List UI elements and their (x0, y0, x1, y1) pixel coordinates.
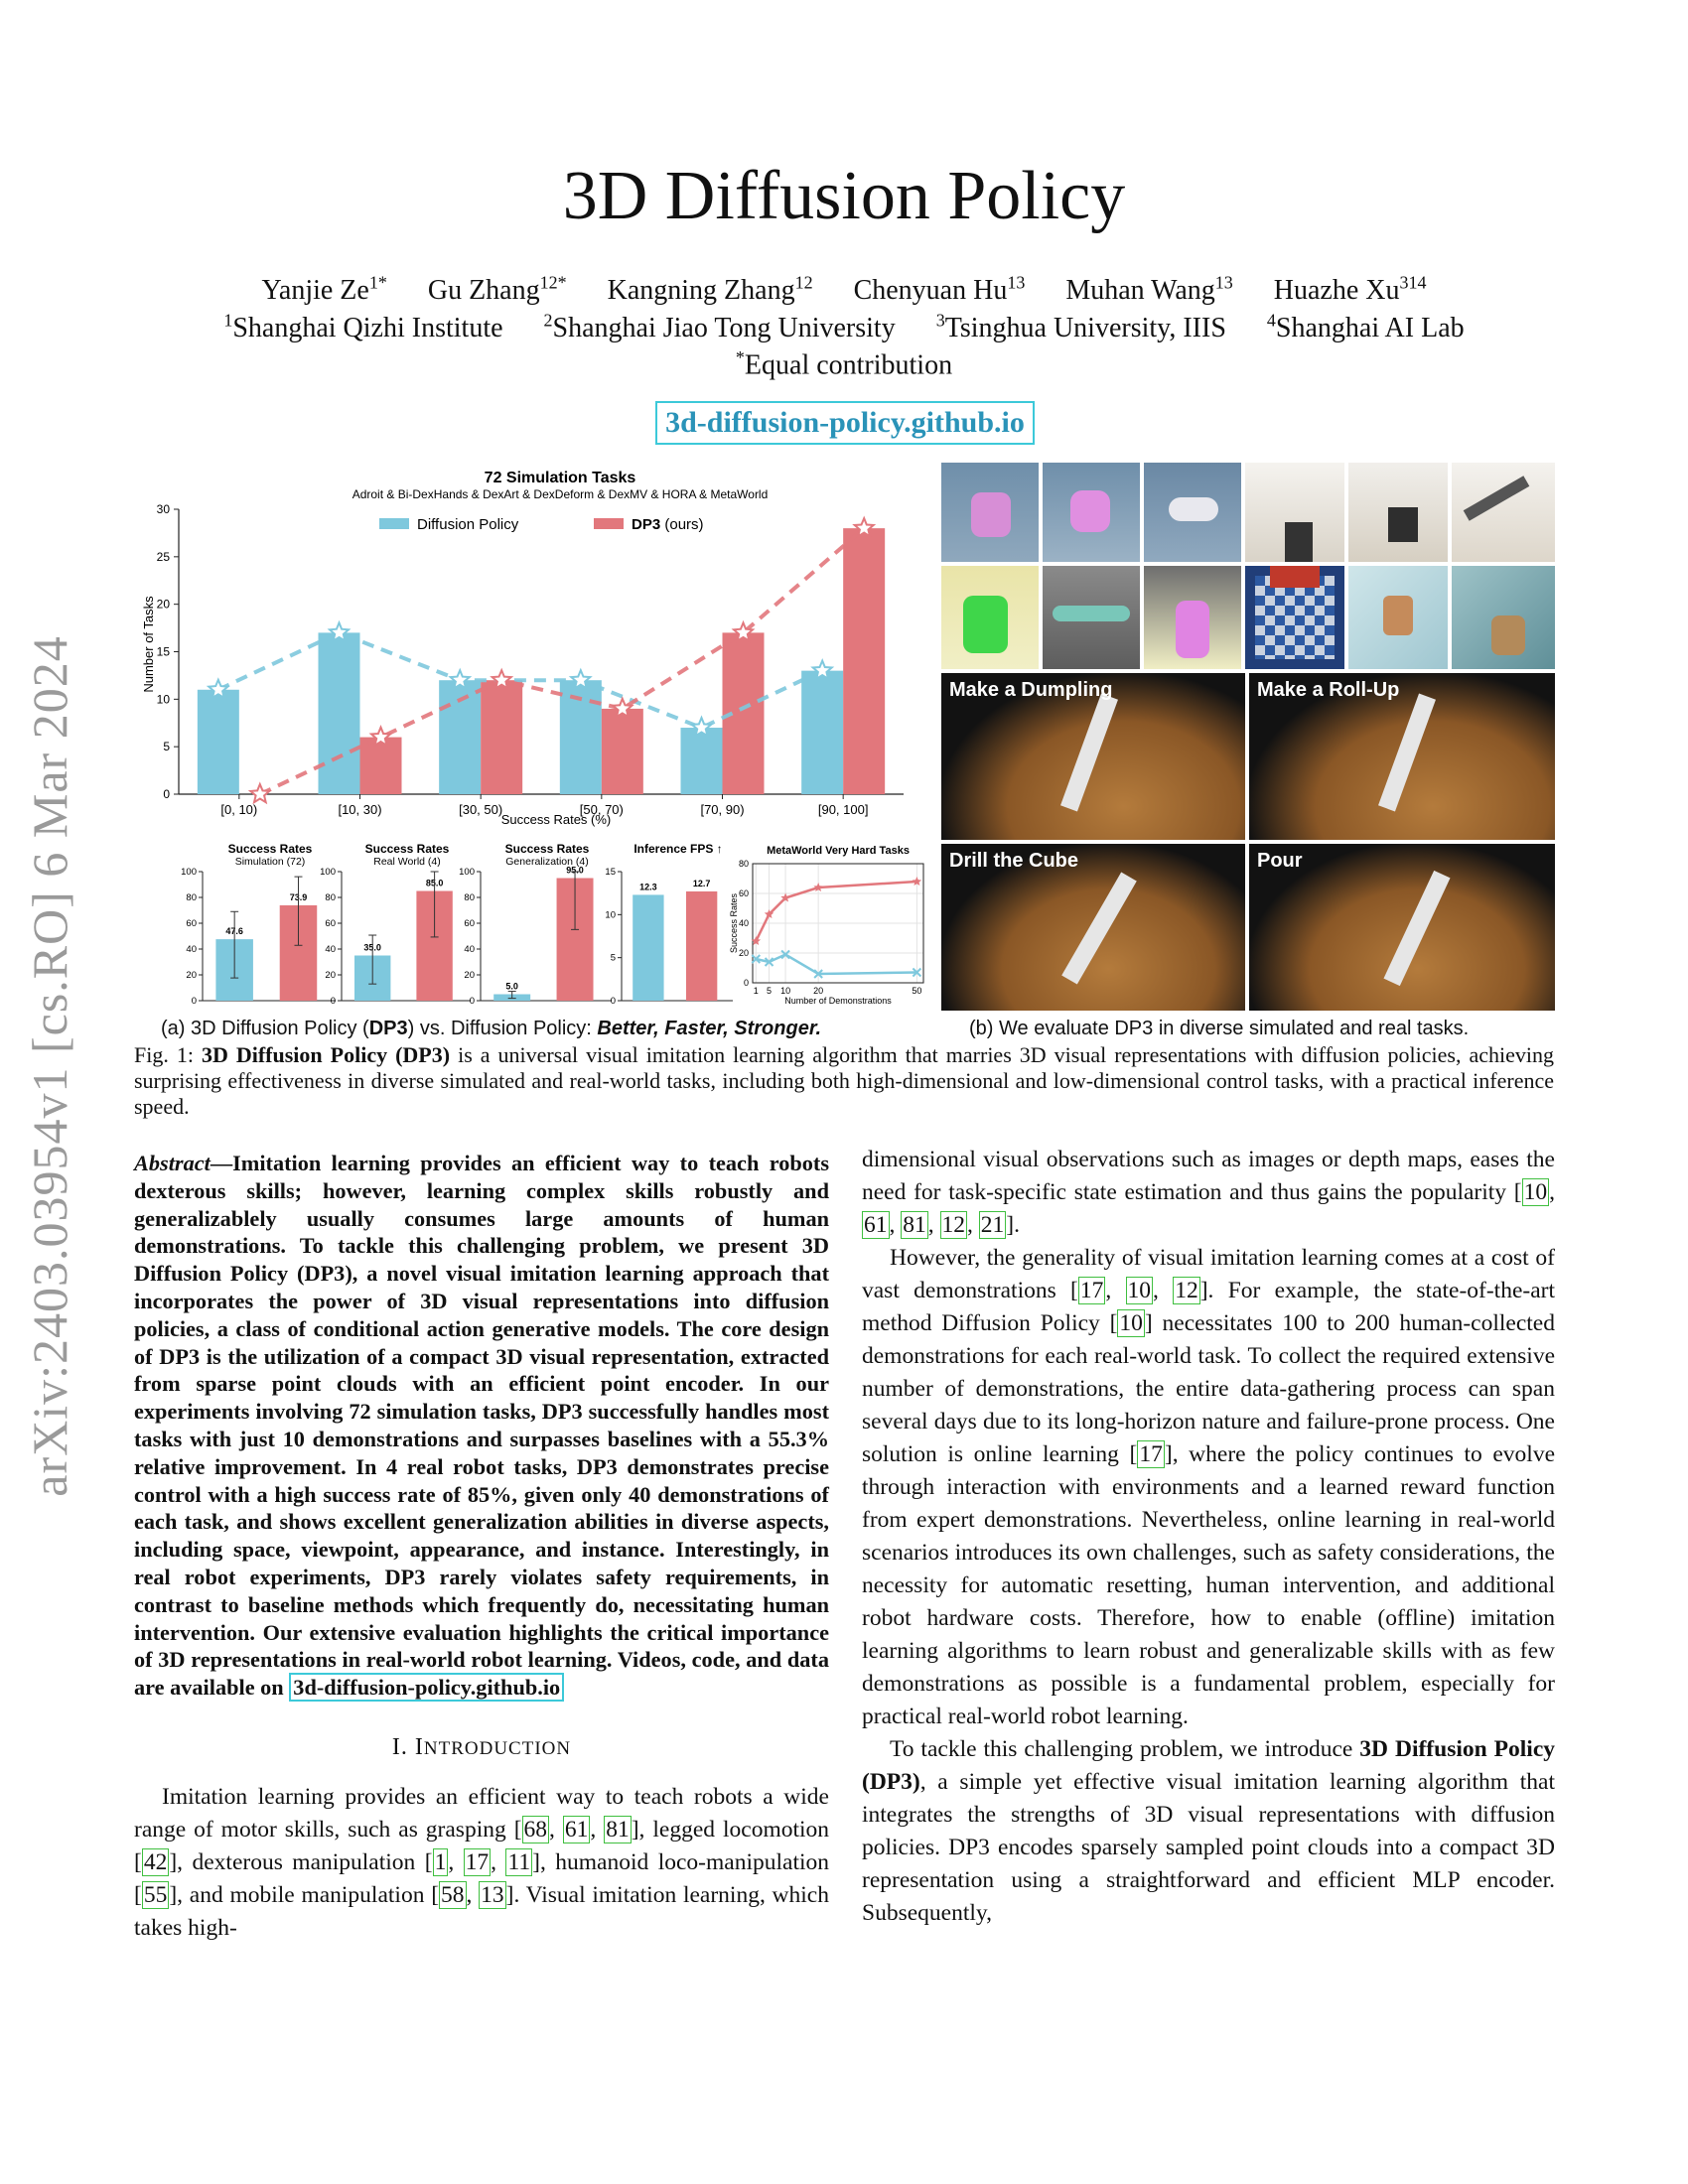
small-bar-chart (605, 844, 733, 1007)
citation-link[interactable]: 17 (465, 1848, 490, 1875)
small-chart-subtitle: Simulation (72) (234, 856, 306, 868)
affiliation: $^2$Shanghai Jiao Tong University (543, 311, 896, 344)
y-tick-label: 25 (156, 549, 170, 564)
x-tick-label: [70, 90) (700, 802, 745, 817)
bar-value-label: 47.6 (225, 926, 243, 937)
equal-contribution-note: *Equal contribution (735, 347, 953, 381)
x-tick-label: [50, 70) (579, 802, 624, 817)
chart-subtitle: Adroit & Bi-DexHands & DexArt & DexDeform & DexMV & HORA & MetaWorld (352, 487, 769, 501)
x-tick-label: [0, 10) (220, 802, 258, 817)
small-bar-chart (181, 844, 336, 1007)
abstract: Abstract—Imitation learning provides an efficient way to teach robots dexterous skills; however, learning complex skills robustly and generalizablely usually consumes large amounts of human demonstrations. To tackle this challenging problem, we present 3D Diffusion Policy (DP3), a novel visual imitation learning approach that incorporates the power of 3D visual representations into diffusion policies, a class of conditional action generative models. The core design of DP3 is the utilization of a compact 3D visual representation, extracted from sparse point clouds with an efficient point encoder. In our experiments involving 72 simulation tasks, DP3 successfully handles most tasks with just 10 demonstrations and surpasses baselines with a 55.3% relative improvement. In 4 real robot tasks, DP3 demonstrates precise control with a high success rate of 85%, given only 40 demonstrations of each task, and shows excellent generalization abilities in diverse aspects, including space, viewpoint, appearance, and instance. Interestingly, in real robot experiments, DP3 rarely violates safety requirements, in contrast to baseline methods which frequently do, necessitating human intervention. Our extensive evaluation highlights the critical importance of 3D representations in real-world robot learning. Videos, code, and data are available on 3d-diffusion-policy.github.io (134, 1151, 829, 1701)
sim-task-image (1245, 566, 1344, 669)
y-tick-label: 0 (330, 996, 336, 1007)
bar-value-label: 12.3 (639, 882, 657, 892)
citation-link[interactable]: 61 (864, 1212, 888, 1238)
intro-paragraph: Imitation learning provides an efficient way to teach robots a wide range of motor skills, such as grasping [68, 61, 81], legged locomotion [42], dexterous manipulation [1, 17, 11], humanoid loco-manipulation [55], and mobile manipulation [58, 13]. Visual imitation learning, which takes high- (134, 1783, 830, 1941)
y-tick-label: 5 (610, 952, 616, 964)
abstract-link[interactable]: 3d-diffusion-policy.github.io (289, 1673, 564, 1702)
y-tick-label: 5 (163, 740, 170, 754)
y-tick-label: 20 (738, 948, 749, 958)
small-chart-title: Success Rates (504, 844, 590, 856)
x-tick-label: 1 (753, 986, 759, 996)
small-chart-title: Success Rates (364, 844, 450, 856)
citation-link[interactable]: 1 (434, 1848, 447, 1875)
bar-value-label: 5.0 (505, 981, 518, 992)
figure-caption: Fig. 1: 3D Diffusion Policy (DP3) is a universal visual imitation learning algorithm that marries 3D visual representations with diffusion policies, achieving surprising effectiveness in diverse simulated and real-world tasks, including both high-dimensional and low-dimensional control tasks, with a practical inference speed. (134, 1042, 1554, 1119)
y-tick-label: 10 (156, 692, 170, 707)
author: Muhan Wang$^{13}$ (1065, 273, 1233, 307)
series-line-dp3 (756, 882, 916, 941)
real-task-image (1249, 673, 1555, 840)
x-axis-label: Number of Demonstrations (784, 996, 892, 1006)
project-link[interactable]: 3d-diffusion-policy.github.io (655, 401, 1035, 445)
body-paragraph: To tackle this challenging problem, we introduce 3D Diffusion Policy (DP3), a simple yet effective visual imitation learning algorithm that integrates the strengths of 3D visual representations with diffusion policies. DP3 encodes sparsely sampled point clouds into a compact 3D representation using a straightforward and efficient MLP encoder. Subsequently, (862, 1736, 1556, 1926)
affiliation: $^4$Shanghai AI Lab (1266, 311, 1465, 344)
sim-task-image (941, 463, 1039, 562)
y-tick-label: 30 (156, 502, 170, 516)
citation-link[interactable]: 10 (1523, 1179, 1548, 1205)
main-bar-chart (139, 465, 914, 852)
paper-title: 3D Diffusion Policy (562, 158, 1126, 234)
author: Kangning Zhang$^{12}$ (607, 273, 813, 307)
citation-link[interactable]: 13 (481, 1881, 504, 1908)
bar-value-label: 12.7 (692, 878, 711, 888)
body-paragraph: However, the generality of visual imitation learning comes at a cost of vast demonstrations [17, 10, 12]. For example, the state-of-the-art method Diffusion Policy [10] necessitates 100 to 200 human-collected demonstrations for each real-world task. To collect the required extensive number of demonstrations, the entire data-gathering process can span several days due to its long-horizon nature and failure-prone process. One solution is online learning [17], where the policy continues to evolve through interaction with environments and a learned reward function from expert demonstrations. Nevertheless, online learning in real-world scenarios introduces its own challenges, such as safety considerations, the necessity for automatic resetting, human intervention, and additional robot hardware costs. Therefore, how to enable (offline) imitation learning algorithms to learn robust and generalizable skills with as few demonstrations as possible is a fundamental problem, especially for practical real-world robot learning. (862, 1245, 1556, 1729)
sim-task-image (1452, 463, 1555, 562)
right-column (862, 1144, 1555, 1930)
y-tick-label: 80 (186, 892, 197, 903)
series-line-diffusion-policy (756, 955, 916, 975)
bar-dp3 (481, 680, 522, 794)
bar-dp3 (602, 709, 643, 794)
legend-swatch-dp3 (594, 518, 624, 529)
y-tick-label: 0 (610, 996, 616, 1007)
bar-value-label: 73.9 (289, 891, 308, 902)
chart-title: 72 Simulation Tasks (484, 470, 636, 486)
y-tick-label: 100 (459, 867, 475, 878)
y-tick-label: 0 (469, 996, 475, 1007)
legend-label-dp3: DP3 (ours) (632, 516, 704, 533)
bar-diffusion-policy (633, 894, 663, 1001)
y-tick-label: 20 (186, 970, 197, 981)
bar-diffusion-policy (801, 671, 843, 794)
citation-link[interactable]: 11 (507, 1848, 531, 1875)
author: Huazhe Xu$^{314}$ (1273, 273, 1427, 307)
task-label: Drill the Cube (949, 850, 1079, 872)
citation-link[interactable]: 55 (143, 1881, 168, 1908)
x-axis-label: Success Rates (%) (500, 812, 612, 827)
arxiv-side-stamp: arXiv:2403.03954v1 [cs.RO] 6 Mar 2024 (22, 635, 77, 1497)
author-list (0, 273, 1688, 307)
bar-diffusion-policy (439, 680, 481, 794)
citation-link[interactable]: 10 (1119, 1310, 1143, 1336)
subcaption-b: (b) We evaluate DP3 in diverse simulated and real tasks. (969, 1018, 1470, 1039)
real-task-image (941, 673, 1245, 840)
star-marker (250, 784, 269, 802)
y-tick-label: 40 (325, 944, 336, 955)
task-label: Pour (1257, 850, 1303, 872)
x-tick-label: [30, 50) (459, 802, 503, 817)
body-paragraph: dimensional visual observations such as images or depth maps, eases the need for task-specific state estimation and thus gains the popularity [10, 61, 81, 12, 21]. (862, 1147, 1555, 1238)
y-tick-label: 60 (738, 888, 749, 898)
bar-value-label: 35.0 (363, 942, 381, 953)
sim-task-image (1452, 566, 1555, 669)
bar-value-label: 85.0 (425, 878, 444, 888)
small-chart-subtitle: Generalization (4) (505, 856, 589, 868)
bar-diffusion-policy (319, 632, 360, 794)
x-tick-label: 5 (767, 986, 773, 996)
small-bar-chart (320, 844, 471, 1007)
sim-task-image (1245, 463, 1344, 562)
y-tick-label: 80 (325, 892, 336, 903)
x-tick-label: 10 (780, 986, 791, 996)
bar-dp3 (843, 528, 885, 794)
bar-value-label: 95.0 (566, 865, 584, 876)
y-tick-label: 10 (605, 909, 616, 921)
sim-task-image (941, 566, 1039, 669)
task-image-grid (941, 463, 1555, 1011)
citation-link[interactable]: 61 (564, 1816, 589, 1843)
affiliation-list (0, 311, 1688, 344)
task-label: Make a Roll-Up (1257, 679, 1400, 701)
x-tick-label: 20 (813, 986, 824, 996)
y-tick-label: 40 (186, 944, 197, 955)
citation-link[interactable]: 58 (441, 1881, 465, 1908)
y-tick-label: 60 (325, 918, 336, 929)
chart-legend (379, 516, 704, 533)
small-chart-title: Inference FPS ↑ (633, 844, 723, 856)
small-chart-subtitle: Real World (4) (373, 856, 441, 868)
x-tick-label: [10, 30) (338, 802, 382, 817)
line-chart (729, 845, 923, 1006)
citation-link[interactable]: 21 (980, 1212, 1005, 1238)
legend-label-diffusion-policy: Diffusion Policy (417, 516, 519, 533)
citation-link[interactable]: 42 (143, 1848, 168, 1875)
bar-dp3 (686, 891, 717, 1001)
y-tick-label: 100 (320, 867, 336, 878)
citation-link[interactable]: 17 (1079, 1278, 1104, 1303)
sim-task-image (1144, 566, 1241, 669)
author: Yanjie $Ze^{1*}$ (261, 273, 387, 307)
y-tick-label: 0 (743, 978, 749, 988)
citation-link[interactable]: 17 (1139, 1441, 1163, 1467)
y-tick-label: 15 (156, 644, 170, 659)
small-charts-row (139, 844, 933, 1013)
citation-link[interactable]: 68 (523, 1816, 548, 1843)
y-tick-label: 60 (186, 918, 197, 929)
y-axis-label: Number of Tasks (141, 596, 156, 693)
y-tick-label: 80 (738, 859, 749, 869)
sim-task-image (1043, 463, 1140, 562)
y-axis-label: Success Rates (729, 892, 739, 954)
y-tick-label: 60 (464, 918, 475, 929)
task-label: Make a Dumpling (949, 679, 1113, 701)
line-chart-title: MetaWorld Very Hard Tasks (767, 845, 910, 857)
real-task-image (1249, 844, 1555, 1011)
y-tick-label: 15 (605, 867, 616, 878)
author: Chenyuan Hu$^{13}$ (853, 273, 1026, 307)
bar-diffusion-policy (198, 690, 239, 794)
y-tick-label: 0 (191, 996, 197, 1007)
affiliation: $^3$Tsinghua University, IIIS (935, 311, 1226, 344)
subcaption-a: (a) 3D Diffusion Policy (DP3) vs. Diffusion Policy: Better, Faster, Stronger. (161, 1018, 822, 1039)
y-tick-label: 100 (181, 867, 197, 878)
left-column (134, 1150, 829, 1945)
small-bar-chart (459, 844, 612, 1007)
y-tick-label: 0 (163, 787, 170, 801)
legend-swatch-diffusion-policy (379, 518, 409, 529)
sim-task-image (1348, 463, 1448, 562)
citation-link[interactable]: 81 (606, 1816, 630, 1843)
small-chart-title: Success Rates (227, 844, 313, 856)
y-tick-label: 40 (464, 944, 475, 955)
real-task-image (941, 844, 1245, 1011)
affiliation: $^1$Shanghai Qizhi Institute (223, 311, 503, 344)
author: Gu Zhang$^{12*}$ (427, 273, 567, 307)
bar-diffusion-policy (681, 728, 723, 794)
x-tick-label: [90, 100] (817, 802, 869, 817)
citation-link[interactable]: 12 (941, 1212, 965, 1238)
y-tick-label: 40 (738, 918, 749, 928)
sim-task-image (1043, 566, 1140, 669)
citation-link[interactable]: 81 (903, 1212, 926, 1238)
y-tick-label: 20 (325, 970, 336, 981)
y-tick-label: 20 (464, 970, 475, 981)
sim-task-image (1144, 463, 1241, 562)
section-heading-introduction: I. INTRODUCTION (391, 1733, 572, 1760)
citation-link[interactable]: 10 (1127, 1278, 1152, 1303)
sim-task-image (1348, 566, 1448, 669)
bar-dp3 (360, 738, 402, 794)
citation-link[interactable]: 12 (1175, 1278, 1198, 1303)
x-tick-label: 50 (912, 986, 922, 996)
y-tick-label: 20 (156, 597, 170, 612)
y-tick-label: 80 (464, 892, 475, 903)
